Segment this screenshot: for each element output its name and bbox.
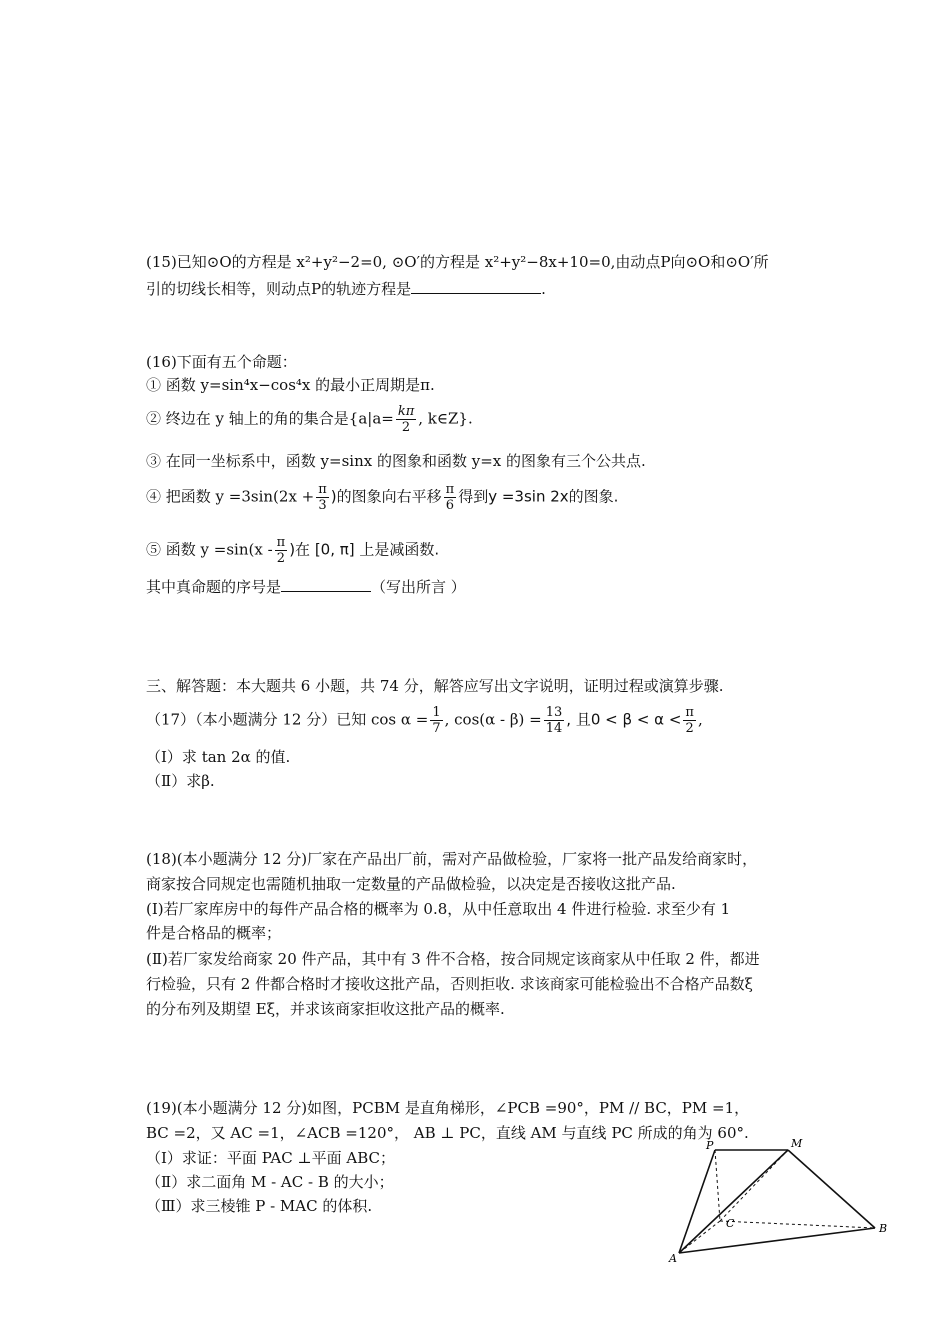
q19-part-1: （Ⅰ）求证：平面 PAC ⊥平面 ABC； — [146, 1149, 395, 1167]
q16-answer-post: （写出所言 ） — [371, 578, 466, 596]
q16-p4-den2: 6 — [445, 498, 455, 513]
q17-n2: 13 — [545, 705, 563, 720]
q16-proposition-5 — [146, 535, 439, 566]
q16-p4-pre: ④ 把函数 y =3sin(2x + — [146, 487, 315, 506]
q16-p4-post: 得到y =3sin 2x的图象. — [458, 487, 619, 506]
q16-proposition-4 — [146, 482, 618, 513]
q17-fraction-2 — [544, 705, 565, 736]
q19-part-3: （Ⅲ）求三棱锥 P - MAC 的体积. — [146, 1197, 373, 1215]
edge-CB — [720, 1221, 875, 1228]
q19-line-1: (19)(本小题满分 12 分)如图，PCBM 是直角梯形，∠PCB =90°，PM // BC，PM =1， — [146, 1099, 750, 1117]
edge-PC — [715, 1150, 720, 1221]
q18-line-4: 件是合格品的概率； — [146, 924, 282, 942]
q15-line2 — [146, 277, 546, 300]
q16-p2-den: 2 — [401, 420, 411, 435]
edge-AB — [679, 1228, 875, 1253]
q17-pre: （17）（本小题满分 12 分）已知 cos α = — [146, 710, 429, 729]
q16-answer-blank[interactable] — [281, 575, 371, 592]
q16-p2-post: , k∈Z}. — [418, 409, 473, 428]
q17-d3: 2 — [685, 721, 694, 736]
q17-end: , — [697, 710, 703, 729]
edge-PA — [679, 1150, 715, 1253]
q17-part-2: （Ⅱ）求β. — [146, 772, 215, 790]
q18-line-3: (Ⅰ)若厂家库房中的每件产品合格的概率为 0.8，从中任意取出 4 件进行检验. 求至少有 1 — [146, 900, 731, 918]
q16-p5-post: )在 [0, π] 上是减函数. — [289, 540, 440, 559]
q16-p5-pre: ⑤ 函数 y =sin(x - — [146, 540, 273, 559]
q17-n3: π — [685, 705, 694, 720]
q18-line-2: 商家按合同规定也需随机抽取一定数量的产品做检验，以决定是否接收这批产品. — [146, 875, 676, 893]
q16-p2-num: kπ — [397, 404, 415, 419]
q16-p4-den1: 3 — [318, 498, 327, 513]
q17-statement — [146, 705, 703, 736]
q16-p4-mid: )的图象向右平移 — [330, 487, 442, 506]
q16-proposition-1: ① 函数 y=sin⁴x−cos⁴x 的最小正周期是π. — [146, 376, 435, 394]
q16-title: (16)下面有五个命题： — [146, 353, 297, 371]
q16-p4-num2: π — [445, 482, 455, 497]
q16-proposition-3: ③ 在同一坐标系中，函数 y=sinx 的图象和函数 y=x 的图象有三个公共点. — [146, 452, 646, 470]
q16-p2-pre: ② 终边在 y 轴上的角的集合是{a|a= — [146, 409, 394, 428]
q18-line-6: 行检验，只有 2 件都合格时才接收这批产品，否则拒收. 求该商家可能检验出不合格产品数ξ — [146, 975, 753, 993]
q16-p5-fraction — [275, 535, 288, 566]
q17-mid: , cos(α - β) = — [444, 710, 542, 729]
q18-line-7: 的分布列及期望 Eξ，并求该商家拒收这批产品的概率. — [146, 1000, 505, 1018]
q19-geometry-figure — [665, 1135, 895, 1270]
q15-line2-end: . — [541, 280, 546, 298]
label-B: B — [879, 1222, 888, 1235]
q17-mid2: , 且0 < β < α < — [566, 710, 682, 729]
q17-d2: 14 — [545, 721, 563, 736]
q16-p4-fraction-1 — [316, 482, 329, 513]
q16-answer-pre: 其中真命题的序号是 — [146, 578, 282, 596]
q18-line-5: (Ⅱ)若厂家发给商家 20 件产品，其中有 3 件不合格，按合同规定该商家从中任取 2 件，都进 — [146, 950, 760, 968]
q15-line2-text: 引的切线长相等，则动点P的轨迹方程是 — [146, 280, 412, 298]
q16-answer-line — [146, 575, 466, 598]
label-C: C — [726, 1217, 735, 1230]
q16-p4-num1: π — [318, 482, 327, 497]
q17-fraction-1 — [430, 705, 442, 736]
q17-n1: 1 — [432, 705, 441, 720]
q17-part-1: （Ⅰ）求 tan 2α 的值. — [146, 748, 291, 766]
label-P: P — [706, 1139, 714, 1152]
q16-p4-fraction-2 — [444, 482, 457, 513]
q15-line1: (15)已知⊙O的方程是 x²+y²−2=0, ⊙O′的方程是 x²+y²−8x+10=0,由动点P向⊙O和⊙O′所 — [146, 253, 769, 271]
q19-line-2: BC =2，又 AC =1，∠ACB =120°， AB ⊥ PC，直线 AM 与直线 PC 所成的角为 60°. — [146, 1124, 749, 1142]
q16-p5-num: π — [276, 535, 286, 550]
label-A: A — [669, 1252, 677, 1265]
q16-proposition-2 — [146, 404, 473, 435]
q17-fraction-3 — [683, 705, 696, 736]
q18-line-1: (18)(本小题满分 12 分)厂家在产品出厂前，需对产品做检验，厂家将一批产品发给商家时， — [146, 850, 758, 868]
q16-p5-den: 2 — [276, 551, 286, 566]
q15-answer-blank[interactable] — [411, 277, 541, 294]
edge-MA — [679, 1150, 788, 1253]
q19-part-2: （Ⅱ）求二面角 M - AC - B 的大小； — [146, 1173, 394, 1191]
section-3-heading: 三、解答题：本大题共 6 小题，共 74 分，解答应写出文字说明，证明过程或演算步骤. — [146, 677, 724, 695]
q17-d1: 7 — [432, 721, 441, 736]
edge-MB — [788, 1150, 875, 1228]
label-M: M — [791, 1137, 803, 1150]
q16-p2-fraction — [396, 404, 416, 435]
